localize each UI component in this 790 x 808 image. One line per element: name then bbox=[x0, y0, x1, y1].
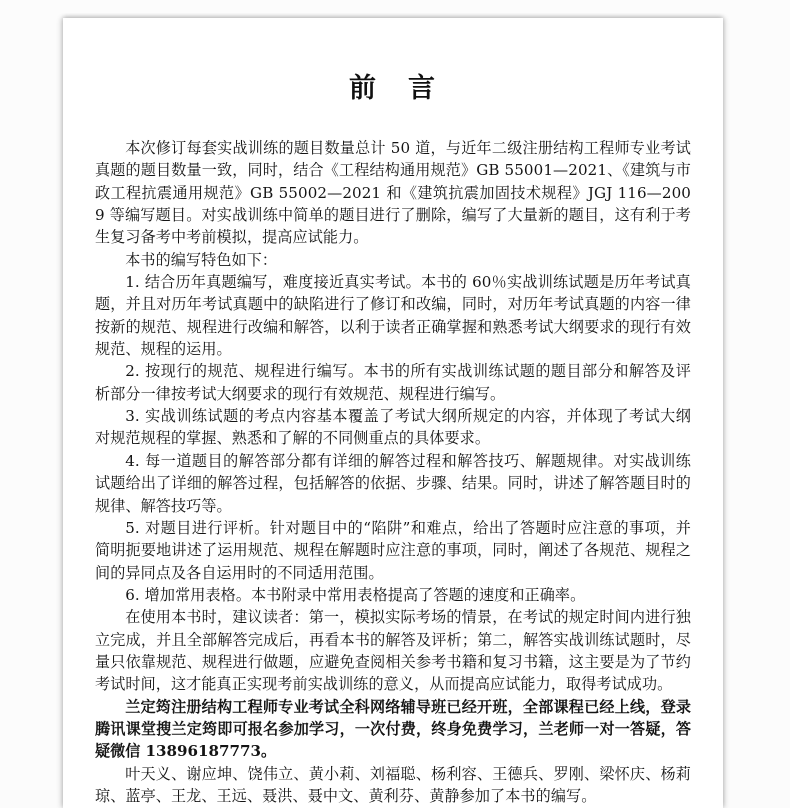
paragraph-9: 在使用本书时，建议读者：第一，模拟实际考场的情景，在考试的规定时间内进行独立完成，并且全部解答完成后，再看本书的解答及评析；第二，解答实战训练试题时，尽量只依靠规范、规程进行做题，应避免查阅相关参考书籍和复习书籍，这主要是为了节约考试时间，这才能真正实现考前实战训练的意义，从而提高应试能力，取得考试成功。 bbox=[95, 608, 691, 694]
paragraph-3: 1. 结合历年真题编写，难度接近真实考试。本书的 60％实战训练试题是历年考试真题，并且对历年考试真题中的缺陷进行了修订和改编，同时，对历年考试真题的内容一律按新的规范、规程进行改编和解答，以利于读者正确掌握和熟悉考试大纲要求的现行有效规范、规程的运用。 bbox=[95, 273, 691, 359]
page-title bbox=[95, 66, 691, 105]
paragraph-2: 本书的编写特色如下： bbox=[125, 250, 278, 269]
page-body bbox=[95, 18, 691, 807]
document-page bbox=[63, 18, 723, 808]
paragraph-8: 6. 增加常用表格。本书附录中常用表格提高了答题的速度和正确率。 bbox=[125, 585, 586, 604]
paragraph-7: 5. 对题目进行评析。针对题目中的“陷阱”和难点，给出了答题时应注意的事项，并简明扼要地讲述了运用规范、规程在解题时应注意的事项，同时，阐述了各规范、规程之间的异同点及各自运用时的不同适用范围。 bbox=[95, 518, 691, 582]
paragraph-4: 2. 按现行的规范、规程进行编写。本书的所有实战训练试题的题目部分和解答及评析部分一律按考试大纲要求的现行有效规范、规程进行编写。 bbox=[95, 362, 691, 403]
paragraph-1: 本次修订每套实战训练的题目数量总计 50 道，与近年二级注册结构工程师专业考试真题的题目数量一致，同时，结合《工程结构通用规范》GB 55001—2021、《建筑与市政工程抗震通用规范》GB 55002—2021 和《建筑抗震加固技术规程》JGJ 116—2009 等编写题目。对实战训练中简单的题目进行了删除，编写了大量新的题目，这有利于考生复习备考中考前模拟，提高应试能力。 bbox=[95, 139, 691, 247]
paragraph-6: 4. 每一道题目的解答部分都有详细的解答过程和解答技巧、解题规律。对实战训练试题给出了详细的解答过程，包括解答的依据、步骤、结果。同时，讲述了解答题目时的规律、解答技巧等。 bbox=[95, 451, 691, 515]
preface-body bbox=[95, 137, 691, 807]
page-title-char-2: 言 bbox=[408, 73, 437, 104]
page-title-char-1: 前 bbox=[349, 73, 378, 104]
paragraph-5: 3. 实战训练试题的考点内容基本覆盖了考试大纲所规定的内容，并体现了考试大纲对规范规程的掌握、熟悉和了解的不同侧重点的具体要求。 bbox=[95, 407, 691, 448]
paragraph-11-contributors: 叶天义、谢应坤、饶伟立、黄小莉、刘福聪、杨利容、王德兵、罗刚、梁怀庆、杨莉琼、蓝亭、王龙、王远、聂洪、聂中文、黄利芬、黄静参加了本书的编写。 bbox=[95, 764, 691, 805]
paragraph-10-promotion: 兰定筠注册结构工程师专业考试全科网络辅导班已经开班，全部课程已经上线，登录腾讯课堂搜兰定筠即可报名参加学习，一次付费，终身免费学习，兰老师一对一答疑，答疑微信 13896187773。 bbox=[95, 697, 691, 761]
